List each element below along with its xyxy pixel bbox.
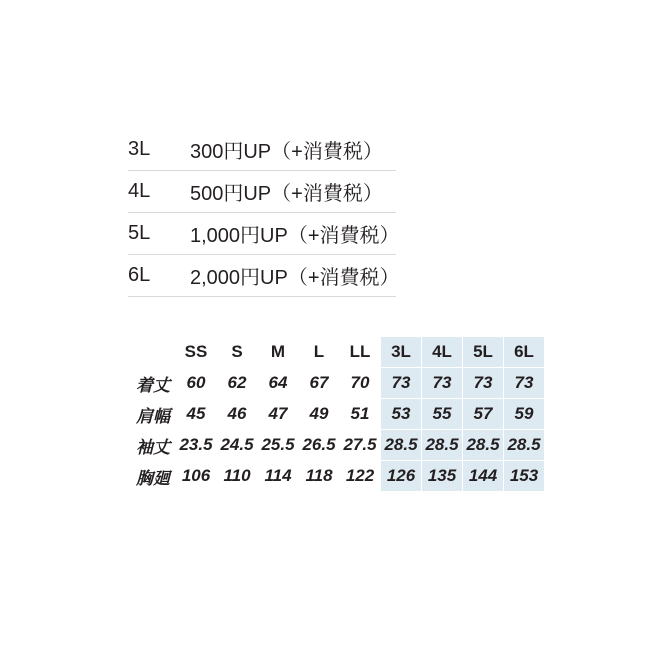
cell-value: 70 [340, 368, 381, 399]
cell-value: 60 [176, 368, 217, 399]
cell-value: 64 [258, 368, 299, 399]
cell-value: 114 [258, 461, 299, 492]
column-header-ll: LL [340, 337, 381, 368]
price-upcharge-list [128, 128, 400, 297]
cell-value: 57 [463, 399, 504, 430]
column-header-s: S [217, 337, 258, 368]
price-row [128, 171, 396, 213]
cell-value: 28.5 [381, 430, 422, 461]
column-header-ss: SS [176, 337, 217, 368]
cell-value: 73 [422, 368, 463, 399]
price-row-amount: 500円UP（+消費税） [190, 183, 383, 205]
table-row [131, 430, 545, 461]
cell-value: 53 [381, 399, 422, 430]
price-row [128, 255, 400, 297]
price-row-amount: 2,000円UP（+消費税） [190, 267, 400, 289]
cell-value: 73 [504, 368, 545, 399]
column-header-3l: 3L [381, 337, 422, 368]
cell-value: 24.5 [217, 430, 258, 461]
price-row-size: 4L [128, 180, 151, 202]
cell-value: 122 [340, 461, 381, 492]
cell-value: 46 [217, 399, 258, 430]
column-header-m: M [258, 337, 299, 368]
cell-value: 26.5 [299, 430, 340, 461]
cell-value: 118 [299, 461, 340, 492]
table-row [131, 461, 545, 492]
cell-value: 73 [381, 368, 422, 399]
column-header-6l: 6L [504, 337, 545, 368]
table-row [131, 368, 545, 399]
cell-value: 23.5 [176, 430, 217, 461]
price-row-amount: 1,000円UP（+消費税） [190, 225, 400, 247]
cell-value: 135 [422, 461, 463, 492]
price-row-size: 6L [128, 264, 151, 286]
cell-value: 144 [463, 461, 504, 492]
cell-value: 59 [504, 399, 545, 430]
cell-value: 28.5 [463, 430, 504, 461]
price-row-size: 3L [128, 138, 151, 160]
price-row-amount: 300円UP（+消費税） [190, 141, 383, 163]
price-row [128, 213, 400, 255]
cell-value: 45 [176, 399, 217, 430]
cell-value: 28.5 [504, 430, 545, 461]
price-row [128, 128, 396, 171]
row-header-katahaba: 肩幅 [131, 399, 176, 430]
table-header-row [131, 337, 545, 368]
cell-value: 62 [217, 368, 258, 399]
cell-value: 55 [422, 399, 463, 430]
size-measurement-table [130, 336, 545, 492]
price-row-size: 5L [128, 222, 151, 244]
table-row [131, 399, 545, 430]
table-corner-cell [131, 337, 176, 368]
cell-value: 153 [504, 461, 545, 492]
row-header-munemawari: 胸廻 [131, 461, 176, 492]
cell-value: 49 [299, 399, 340, 430]
cell-value: 51 [340, 399, 381, 430]
cell-value: 73 [463, 368, 504, 399]
cell-value: 67 [299, 368, 340, 399]
cell-value: 27.5 [340, 430, 381, 461]
cell-value: 106 [176, 461, 217, 492]
cell-value: 25.5 [258, 430, 299, 461]
cell-value: 28.5 [422, 430, 463, 461]
column-header-5l: 5L [463, 337, 504, 368]
column-header-l: L [299, 337, 340, 368]
cell-value: 126 [381, 461, 422, 492]
column-header-4l: 4L [422, 337, 463, 368]
cell-value: 47 [258, 399, 299, 430]
row-header-kitake: 着丈 [131, 368, 176, 399]
row-header-sodetake: 袖丈 [131, 430, 176, 461]
cell-value: 110 [217, 461, 258, 492]
